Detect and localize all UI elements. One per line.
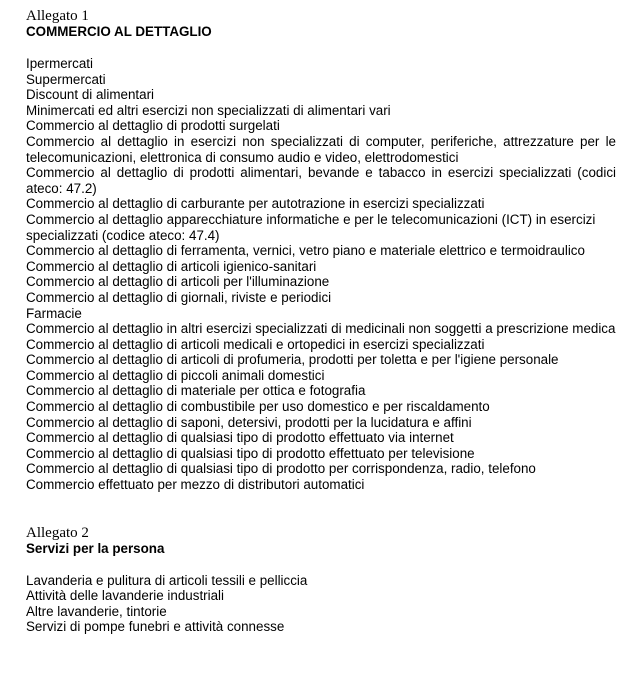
allegato-2-section	[26, 525, 616, 635]
list-item: Discount di alimentari	[26, 87, 155, 103]
list-item: Commercio al dettaglio di ferramenta, vernici, vetro piano e materiale elettrico e termoidraulico	[26, 243, 585, 259]
list-item: Commercio al dettaglio di carburante per autotrazione in esercizi specializzati	[26, 196, 485, 212]
list-item: Commercio al dettaglio di prodotti alimentari, bevande e tabacco in esercizi specializzati (codici ateco: 47.2)	[26, 165, 616, 196]
allegato-1-label: Allegato 1	[26, 8, 89, 24]
list-item: Commercio al dettaglio di articoli per l'illuminazione	[26, 274, 330, 290]
document-page	[26, 8, 616, 635]
list-item: Attività delle lavanderie industriali	[26, 588, 224, 604]
list-item: Commercio al dettaglio di saponi, detersivi, prodotti per la lucidatura e affini	[26, 414, 472, 430]
list-item: Commercio al dettaglio di combustibile per uso domestico e per riscaldamento	[26, 399, 490, 415]
section-spacer	[26, 493, 616, 525]
list-item: Commercio al dettaglio apparecchiature informatiche e per le telecomunicazioni (ICT) in esercizi specializzati (codice ateco: 47.4)	[26, 211, 596, 243]
list-item: Supermercati	[26, 71, 106, 87]
list-item: Commercio al dettaglio di qualsiasi tipo di prodotto effettuato via internet	[26, 430, 454, 446]
list-item: Commercio al dettaglio di prodotti surgelati	[26, 118, 280, 134]
list-item: Commercio al dettaglio in esercizi non specializzati di computer, periferiche, attrezzature per le telecomunicazioni, elettronica di consumo audio e video, elettrodomestici	[26, 133, 616, 165]
spacer	[26, 40, 616, 56]
list-item: Ipermercati	[26, 56, 93, 71]
list-item: Commercio al dettaglio di articoli di profumeria, prodotti per toletta e per l'igiene personale	[26, 352, 559, 368]
list-item: Commercio al dettaglio di qualsiasi tipo di prodotto effettuato per televisione	[26, 445, 475, 461]
allegato-2-label: Allegato 2	[26, 524, 89, 541]
allegato-2-list	[26, 573, 616, 635]
list-item: Commercio al dettaglio di giornali, riviste e periodici	[26, 289, 332, 305]
list-item: Altre lavanderie, tintorie	[26, 603, 167, 619]
list-item: Commercio al dettaglio in altri esercizi specializzati di medicinali non soggetti a prescrizione medica	[26, 321, 616, 337]
list-item: Commercio effettuato per mezzo di distributori automatici	[26, 477, 365, 493]
list-item: Servizi di pompe funebri e attività connesse	[26, 619, 285, 635]
spacer	[26, 557, 616, 573]
list-item: Lavanderia e pulitura di articoli tessili e pelliccia	[26, 572, 308, 588]
list-item: Commercio al dettaglio di articoli igienico-sanitari	[26, 258, 317, 274]
list-item: Commercio al dettaglio di materiale per ottica e fotografia	[26, 383, 366, 399]
list-item: Minimercati ed altri esercizi non specializzati di alimentari vari	[26, 102, 391, 118]
allegato-2-title: Servizi per la persona	[26, 540, 165, 556]
allegato-1-list	[26, 56, 616, 493]
list-item: Commercio al dettaglio di qualsiasi tipo di prodotto per corrispondenza, radio, telefono	[26, 461, 536, 477]
list-item: Farmacie	[26, 305, 82, 321]
list-item: Commercio al dettaglio di articoli medicali e ortopedici in esercizi specializzati	[26, 336, 485, 352]
allegato-1-title: COMMERCIO AL DETTAGLIO	[26, 24, 212, 39]
allegato-1-section	[26, 8, 616, 493]
list-item: Commercio al dettaglio di piccoli animali domestici	[26, 367, 325, 383]
